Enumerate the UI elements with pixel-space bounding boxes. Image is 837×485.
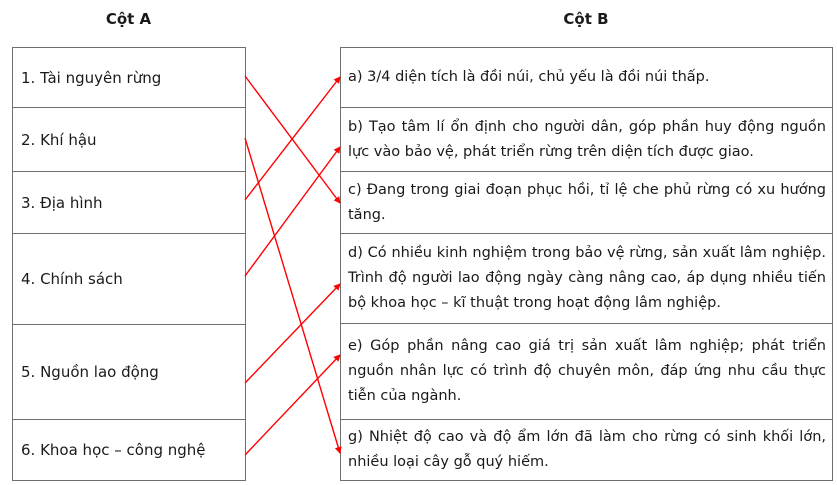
column-b-item-g[interactable] <box>341 419 832 480</box>
item-label: 3. Địa hình <box>21 193 103 212</box>
item-label: d) Có nhiều kinh nghiệm trong bảo vệ rừng, sản xuất lâm nghiệp. Trình độ người lao động ngày càng nâng cao, áp dụng nhiều tiến bộ khoa học – kĩ thuật trong hoạt động lâm nghiệp. <box>348 245 826 311</box>
column-a-item-2[interactable] <box>13 107 245 171</box>
arrow-3-to-a <box>245 77 340 200</box>
item-label: c) Đang trong giai đoạn phục hồi, tỉ lệ che phủ rừng có xu hướng tăng. <box>348 181 826 223</box>
column-a-item-5[interactable] <box>13 324 245 419</box>
column-b-item-c[interactable] <box>341 171 832 233</box>
column-b-item-d[interactable] <box>341 233 832 323</box>
item-label: 4. Chính sách <box>21 270 123 288</box>
column-a-item-6[interactable] <box>13 419 245 480</box>
arrow-4-to-b <box>245 147 340 276</box>
column-b-table <box>340 47 833 481</box>
column-a-item-1[interactable] <box>13 48 245 107</box>
item-label: 6. Khoa học – công nghệ <box>21 441 206 459</box>
column-b-title: Cột B <box>563 10 609 28</box>
item-label: 5. Nguồn lao động <box>21 363 159 381</box>
arrow-2-to-g <box>245 138 340 453</box>
item-label: a) 3/4 diện tích là đồi núi, chủ yếu là đồi núi thấp. <box>348 69 710 85</box>
item-label: 2. Khí hậu <box>21 130 97 149</box>
item-label: g) Nhiệt độ cao và độ ẩm lớn đã làm cho rừng có sinh khối lớn, nhiều loại cây gỗ quý hiếm. <box>348 429 826 470</box>
column-a-table <box>12 47 246 481</box>
arrow-5-to-d <box>245 284 340 383</box>
column-a-title: Cột A <box>105 10 152 28</box>
item-label: e) Góp phần nâng cao giá trị sản xuất lâm nghiệp; phát triển nguồn nhân lực có trình độ chuyên môn, đáp ứng nhu cầu thực tiễn của ngành. <box>348 338 826 404</box>
arrow-1-to-c <box>245 76 340 203</box>
column-a-item-3[interactable] <box>13 171 245 233</box>
item-label: 1. Tài nguyên rừng <box>21 68 162 87</box>
column-b-item-b[interactable] <box>341 107 832 171</box>
column-a-item-4[interactable] <box>13 233 245 324</box>
column-b-item-e[interactable] <box>341 323 832 419</box>
arrow-6-to-e <box>245 355 340 455</box>
item-label: b) Tạo tâm lí ổn định cho người dân, góp phần huy động nguồn lực vào bảo vệ, phát triển rừng trên diện tích được giao. <box>348 118 826 160</box>
column-b-item-a[interactable] <box>341 48 832 107</box>
